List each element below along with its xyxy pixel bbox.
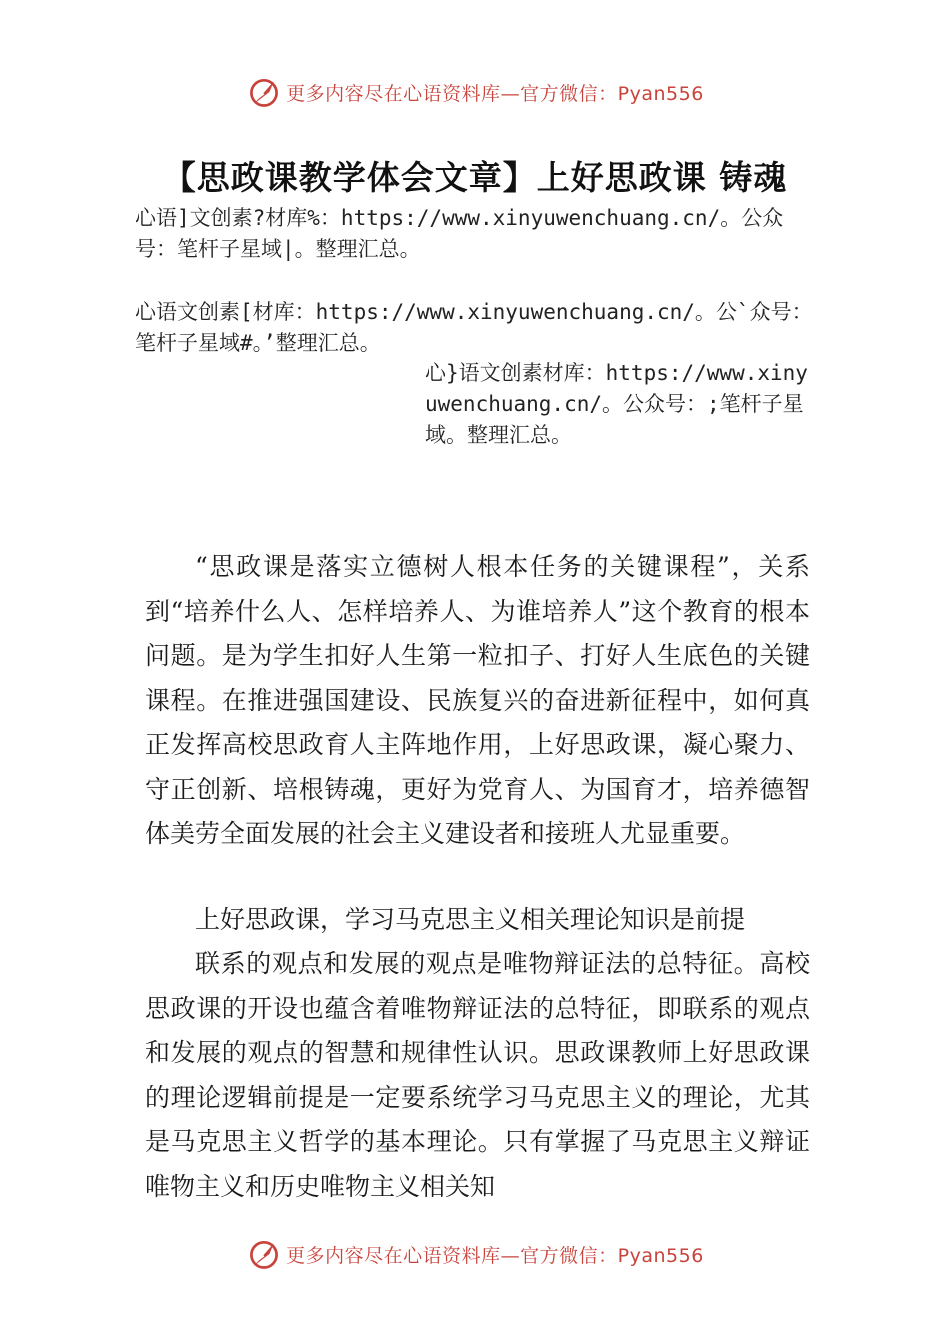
wechat-id: Pyan556 xyxy=(617,82,704,105)
section-heading: 上好思政课，学习马克思主义相关理论知识是前提 xyxy=(195,905,746,934)
source-note: 心语]文创素?材库%：https://www.xinyuwenchuang.cn/。公众号：笔杆子星域|。整理汇总。 xyxy=(135,206,784,261)
body-paragraph: 联系的观点和发展的观点是唯物辩证法的总特征。高校思政课的开设也蕴含着唯物辩证法的总特征，即联系的观点和发展的观点的智慧和规律性认识。思政课教师上好思政课的理论逻辑前提是一定要系统学习马克思主义的理论，尤其是马克思主义哲学的基本理论。只有掌握了马克思主义辩证唯物主义和历史唯物主义相关知 xyxy=(145,949,810,1201)
source-note: 心语文创素[材库：https://www.xinyuwenchuang.cn/。公`众号：笔杆子星域#。’整理汇总。 xyxy=(135,300,813,355)
wechat-id: Pyan556 xyxy=(617,1244,704,1267)
footer-banner xyxy=(0,1232,950,1276)
header-banner xyxy=(0,70,950,114)
body-paragraph: “思政课是落实立德树人根本任务的关键课程”，关系到“培养什么人、怎样培养人、为谁培养人”这个教育的根本问题。是为学生扣好人生第一粒扣子、打好人生底色的关键课程。在推进强国建设、民族复兴的奋进新征程中，如何真正发挥高校思政育人主阵地作用，上好思政课，凝心聚力、守正创新、培根铸魂，更好为党育人、为国育才，培养德智体美劳全面发展的社会主义建设者和接班人尤显重要。 xyxy=(145,552,810,848)
header-banner-text: 更多内容尽在心语资料库—官方微信：Pyan556 xyxy=(286,82,704,105)
footer-banner-text: 更多内容尽在心语资料库—官方微信：Pyan556 xyxy=(286,1244,704,1267)
source-note: 心}语文创素材库：https://www.xinyuwenchuang.cn/。公众号：;笔杆子星域。整理汇总。 xyxy=(425,361,808,447)
red-quill-logo-icon xyxy=(246,1236,282,1272)
document-title: 【思政课教学体会文章】上好思政课 铸魂 xyxy=(162,158,788,197)
red-quill-logo-icon xyxy=(246,74,282,110)
